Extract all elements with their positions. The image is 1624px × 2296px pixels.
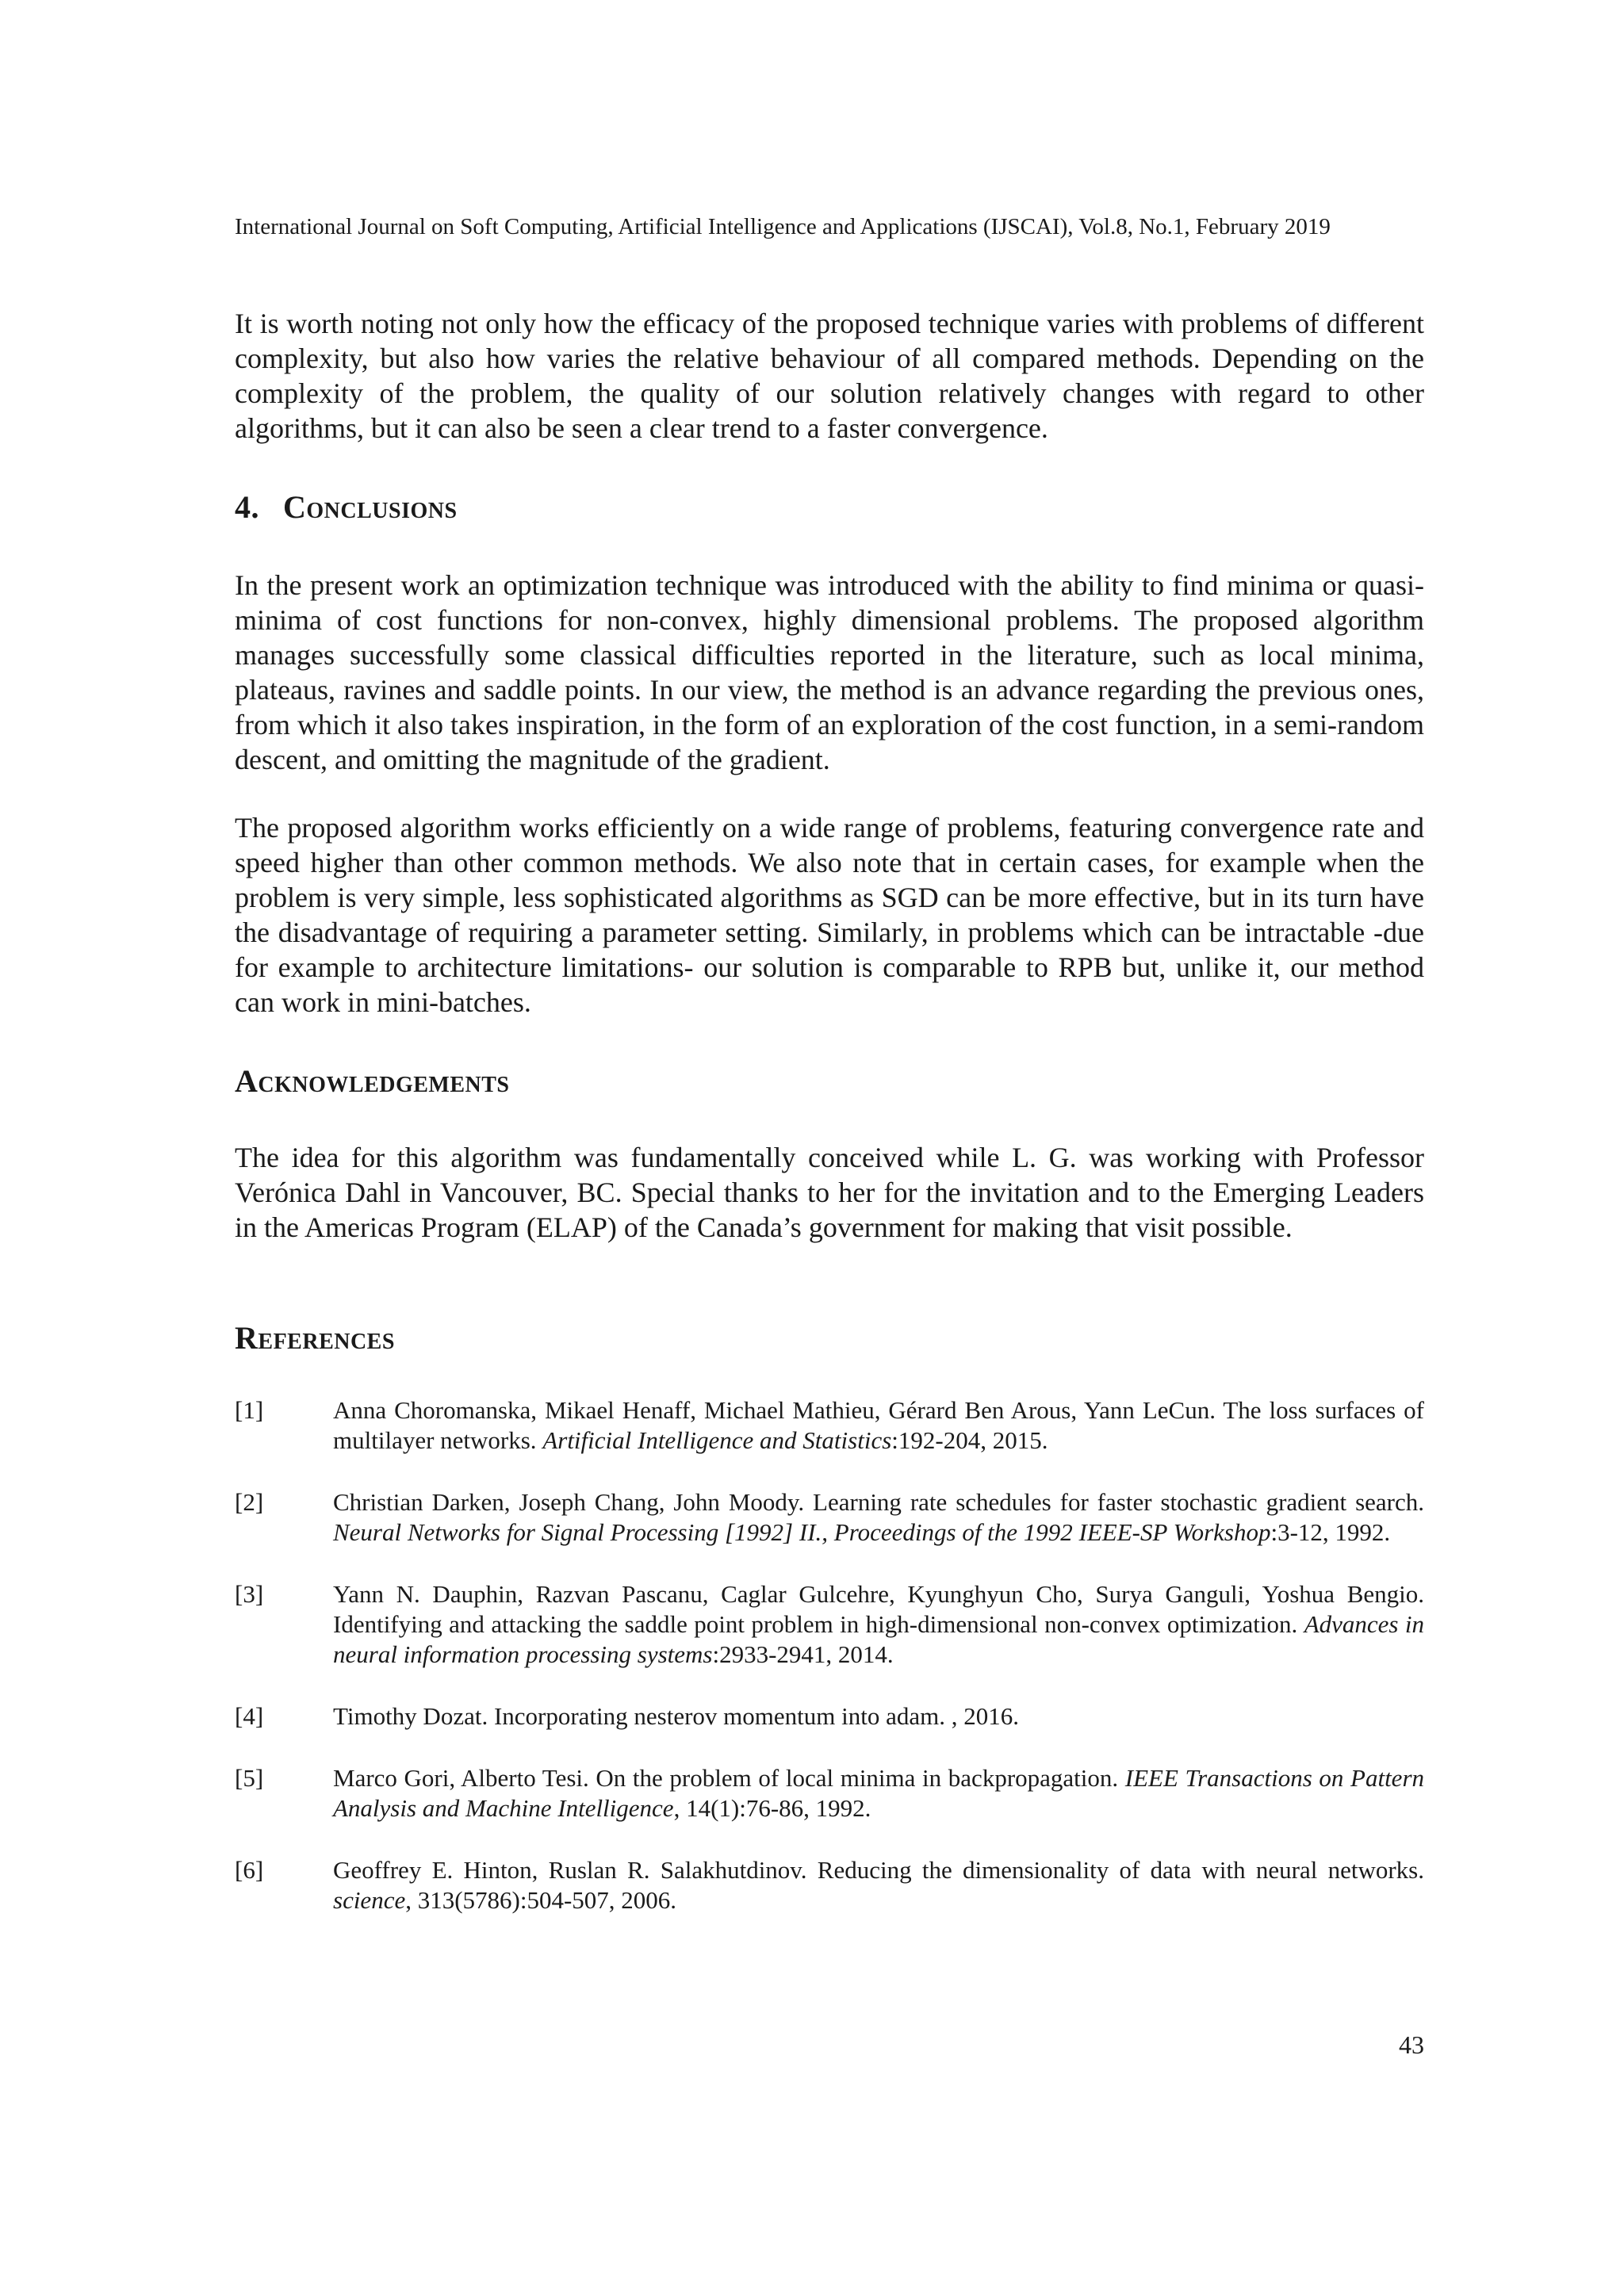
reference-number: [6] [235, 1856, 264, 1884]
reference-number: [2] [235, 1488, 264, 1516]
conclusions-paragraph-2: The proposed algorithm works efficiently on a wide range of problems, featuring convergence rate and speed higher than other common methods. We also note that in certain cases, for example when the problem is very simple, less sophisticated algorithms as SGD can be more effective, but in its turn have the disadvantage of requiring a parameter setting. Similarly, in problems which can be intractable -due for example to architecture limitations- our solution is comparable to RPB but, unlike it, our method can work in mini-batches. [235, 812, 1424, 1018]
conclusions-paragraph-1: In the present work an optimization technique was introduced with the ability to find minima or quasi-minima of cost functions for non-convex, highly dimensional problems. The proposed algorithm manages successfully some classical difficulties reported in the literature, such as local minima, plateaus, ravines and saddle points. In our view, the method is an advance regarding the previous ones, from which it also takes inspiration, in the form of an exploration of the cost function, in a semi-random descent, and omitting the magnitude of the gradient. [235, 569, 1424, 775]
reference-text: Timothy Dozat. Incorporating nesterov momentum into adam. , 2016. [333, 1702, 1020, 1730]
conclusions-title: Conclusions [283, 489, 458, 525]
reference-number: [4] [235, 1702, 264, 1730]
running-head: International Journal on Soft Computing, Artificial Intelligence and Applications (IJSCAI), Vol.8, No.1, February 2019 [235, 214, 1331, 239]
reference-list [235, 1395, 1424, 1947]
reference-text: Marco Gori, Alberto Tesi. On the problem of local minima in backpropagation. IEEE Transactions on Pattern Analysis and Machine Intelligence, 14(1):76-86, 1992. [333, 1764, 1425, 1822]
reference-number: [1] [235, 1396, 264, 1424]
intro-paragraph: It is worth noting not only how the efficacy of the proposed technique varies with problems of different complexity, but also how varies the relative behaviour of all compared methods. Depending on the complexity of the problem, the quality of our solution relatively changes with regard to other algorithms, but it can also be seen a clear trend to a faster convergence. [235, 308, 1424, 444]
references-heading: References [235, 1320, 395, 1356]
conclusions-heading [235, 488, 458, 526]
reference-number: [3] [235, 1580, 264, 1608]
reference-item [235, 1763, 1424, 1823]
reference-text: Anna Choromanska, Mikael Henaff, Michael Mathieu, Gérard Ben Arous, Yann LeCun. The loss surfaces of multilayer networks. Artificial Intelligence and Statistics:192-204, 2015. [333, 1396, 1424, 1454]
reference-item [235, 1855, 1424, 1915]
reference-item [235, 1395, 1424, 1456]
reference-text: Geoffrey E. Hinton, Ruslan R. Salakhutdinov. Reducing the dimensionality of data with neural networks. science, 313(5786):504-507, 2006. [333, 1856, 1424, 1914]
reference-item [235, 1487, 1424, 1548]
reference-item [235, 1579, 1424, 1670]
reference-text: Yann N. Dauphin, Razvan Pascanu, Caglar Gulcehre, Kyunghyun Cho, Surya Ganguli, Yoshua Bengio. Identifying and attacking the saddle point problem in high-dimensional non-convex optimization. Advances in neural information processing systems:2933-2941, 2014. [333, 1580, 1425, 1668]
conclusions-section-number: 4. [235, 489, 259, 525]
reference-number: [5] [235, 1764, 264, 1792]
acknowledgements-heading: Acknowledgements [235, 1063, 510, 1099]
reference-item [235, 1701, 1424, 1732]
acknowledgements-paragraph: The idea for this algorithm was fundamentally conceived while L. G. was working with Professor Verónica Dahl in Vancouver, BC. Special thanks to her for the invitation and to the Emerging Leaders in the Americas Program (ELAP) of the Canada’s government for making that visit possible. [235, 1142, 1424, 1243]
reference-text: Christian Darken, Joseph Chang, John Moody. Learning rate schedules for faster stochastic gradient search. Neural Networks for Signal Processing [1992] II., Proceedings of the 1992 IEEE-SP Workshop:3-12, 1992. [333, 1488, 1424, 1546]
page-number: 43 [1399, 2030, 1424, 2059]
